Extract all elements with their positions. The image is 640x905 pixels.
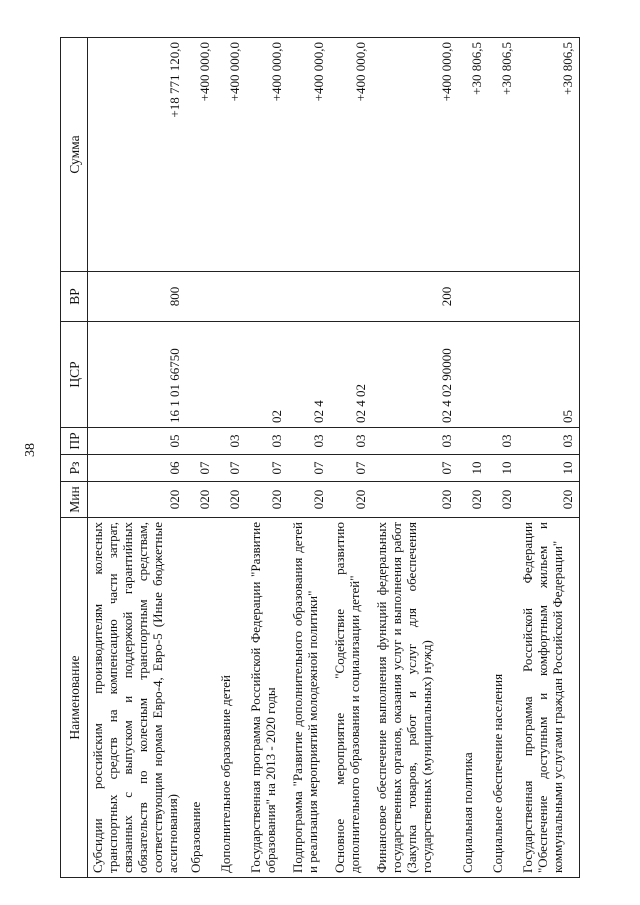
row-min: 020 <box>372 482 458 518</box>
row-sum: +400 000,0 <box>372 38 458 272</box>
row-sum: +400 000,0 <box>216 38 246 272</box>
table-row <box>88 38 186 878</box>
row-name: Субсидии российским производителям колесных транспортных средств на компенсацию части затрат, связанных с выпуском и поддержкой гарантийных обязательств по колесным транспортным средствам, соответствующим нормам Евро-4, Евро-5 (Иные бюджетные ассигнования) <box>88 518 186 878</box>
table-row <box>186 38 216 878</box>
row-pr: 03 <box>216 428 246 455</box>
row-pr: 05 <box>88 428 186 455</box>
row-rz: 07 <box>216 455 246 482</box>
table-row <box>518 38 580 878</box>
row-pr: 03 <box>372 428 458 455</box>
row-min: 020 <box>518 482 580 518</box>
table-row <box>246 38 288 878</box>
row-min: 020 <box>458 482 488 518</box>
row-rz: 07 <box>246 455 288 482</box>
row-csr <box>186 322 216 428</box>
row-csr: 02 4 <box>288 322 330 428</box>
row-name: Образование <box>186 518 216 878</box>
row-min: 020 <box>488 482 518 518</box>
row-pr <box>458 428 488 455</box>
table-row <box>288 38 330 878</box>
row-pr: 03 <box>488 428 518 455</box>
row-csr <box>458 322 488 428</box>
header-sum: Сумма <box>61 38 88 272</box>
row-vr <box>246 272 288 322</box>
row-vr <box>330 272 372 322</box>
row-vr: 800 <box>88 272 186 322</box>
row-csr: 05 <box>518 322 580 428</box>
budget-table-page <box>60 38 620 878</box>
row-sum: +400 000,0 <box>288 38 330 272</box>
header-vr: ВР <box>61 272 88 322</box>
table-row <box>458 38 488 878</box>
row-min: 020 <box>88 482 186 518</box>
table-row <box>372 38 458 878</box>
row-vr <box>488 272 518 322</box>
row-pr: 03 <box>288 428 330 455</box>
row-csr: 02 4 02 90000 <box>372 322 458 428</box>
row-csr: 02 4 02 <box>330 322 372 428</box>
row-name: Основное мероприятие "Содействие развитию дополнительного образования и социализации детей" <box>330 518 372 878</box>
header-csr: ЦСР <box>61 322 88 428</box>
header-rz: Рз <box>61 455 88 482</box>
row-rz: 06 <box>88 455 186 482</box>
row-sum: +18 771 120,0 <box>88 38 186 272</box>
table-row <box>488 38 518 878</box>
header-pr: ПР <box>61 428 88 455</box>
row-min: 020 <box>186 482 216 518</box>
row-csr: 16 1 01 66750 <box>88 322 186 428</box>
budget-table <box>60 37 580 878</box>
table-row <box>216 38 246 878</box>
row-min: 020 <box>330 482 372 518</box>
row-vr <box>186 272 216 322</box>
row-min: 020 <box>288 482 330 518</box>
header-min: Мин <box>61 482 88 518</box>
row-vr <box>216 272 246 322</box>
row-name: Финансовое обеспечение выполнения функций федеральных государственных органов, оказания услуг и выполнения работ (Закупка товаров, работ и услуг для обеспечения государственных (муниципальных) нужд) <box>372 518 458 878</box>
row-name: Социальная политика <box>458 518 488 878</box>
row-rz: 07 <box>330 455 372 482</box>
row-vr <box>458 272 488 322</box>
row-pr: 03 <box>246 428 288 455</box>
table-header-row <box>61 38 88 878</box>
row-sum: +400 000,0 <box>330 38 372 272</box>
row-name: Подпрограмма "Развитие дополнительного образования детей и реализация мероприятий молодежной политики" <box>288 518 330 878</box>
row-csr: 02 <box>246 322 288 428</box>
row-name: Дополнительное образование детей <box>216 518 246 878</box>
row-pr: 03 <box>518 428 580 455</box>
row-rz: 07 <box>372 455 458 482</box>
row-sum: +30 806,5 <box>458 38 488 272</box>
header-name: Наименование <box>61 518 88 878</box>
row-rz: 10 <box>458 455 488 482</box>
row-sum: +30 806,5 <box>488 38 518 272</box>
table-row <box>330 38 372 878</box>
row-pr <box>186 428 216 455</box>
row-sum: +400 000,0 <box>186 38 216 272</box>
row-rz: 10 <box>488 455 518 482</box>
row-sum: +400 000,0 <box>246 38 288 272</box>
row-sum: +30 806,5 <box>518 38 580 272</box>
row-rz: 10 <box>518 455 580 482</box>
row-vr <box>288 272 330 322</box>
row-rz: 07 <box>288 455 330 482</box>
row-rz: 07 <box>186 455 216 482</box>
row-pr: 03 <box>330 428 372 455</box>
row-csr <box>216 322 246 428</box>
row-min: 020 <box>216 482 246 518</box>
row-csr <box>488 322 518 428</box>
row-name: Государственная программа Российской Федерации "Обеспечение доступным и комфортным жильем и коммунальными услугами граждан Российской Федерации" <box>518 518 580 878</box>
row-name: Государственная программа Российской Федерации "Развитие образования" на 2013 - 2020 годы <box>246 518 288 878</box>
page-number: 38 <box>23 443 38 457</box>
row-min: 020 <box>246 482 288 518</box>
row-vr: 200 <box>372 272 458 322</box>
row-name: Социальное обеспечение населения <box>488 518 518 878</box>
row-vr <box>518 272 580 322</box>
